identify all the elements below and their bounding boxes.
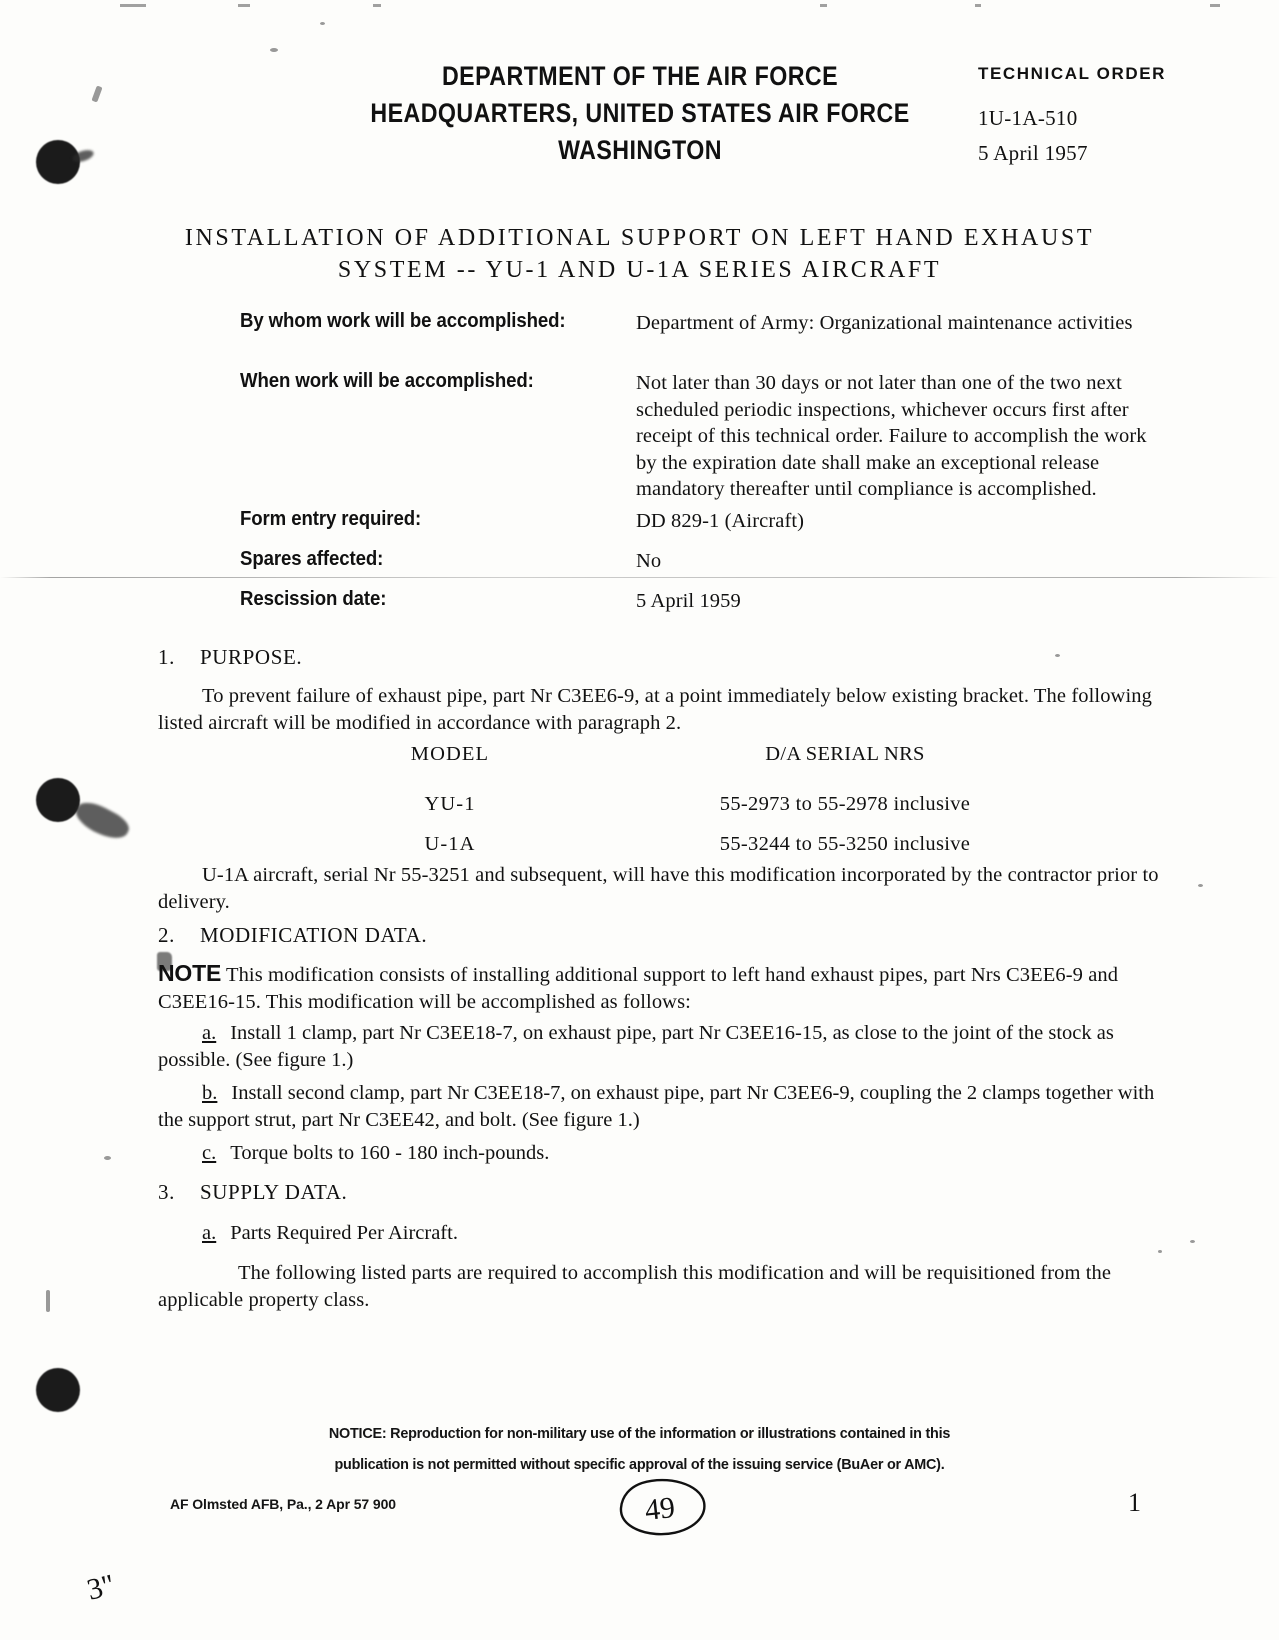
- technical-order-date: 5 April 1957: [978, 141, 1088, 165]
- item-text-supply-a: Parts Required Per Aircraft.: [230, 1222, 458, 1244]
- scan-speck: [1158, 1250, 1162, 1253]
- page-title-line-2: SYSTEM -- YU-1 AND U-1A SERIES AIRCRAFT: [337, 257, 942, 283]
- definition-label-spares: Spares affected:: [240, 548, 384, 570]
- item-marker-c: c.: [202, 1142, 217, 1164]
- svg-text:3": 3": [86, 1568, 119, 1607]
- purpose-paragraph: To prevent failure of exhaust pipe, part Nr C3EE6-9, at a point immediately below existing bracket. The following listed aircraft will be modified in accordance with paragraph 2.: [158, 685, 1152, 734]
- note-label: NOTE: [158, 960, 222, 986]
- supply-paragraph: The following listed parts are required to accomplish this modification and will be requisitioned from the applicable property class.: [158, 1262, 1112, 1311]
- scan-speck: [91, 85, 102, 102]
- item-text-c: Torque bolts to 160 - 180 inch-pounds.: [230, 1142, 550, 1164]
- definition-value-rescission: 5 April 1959: [636, 590, 741, 612]
- scan-speck: [320, 22, 325, 25]
- cell-serial-u1a: 55-3244 to 55-3250 inclusive: [719, 833, 971, 855]
- page-number: 1: [1128, 1488, 1141, 1517]
- technical-order-block: [978, 64, 1268, 171]
- item-text-b: Install second clamp, part Nr C3EE18-7, on exhaust pipe, part Nr C3EE6-9, coupling the 2 clamps together with the support strut, part Nr C3EE42, and bolt. (See figure 1.): [158, 1082, 1155, 1131]
- agency-line-2: HEADQUARTERS, UNITED STATES AIR FORCE: [370, 98, 910, 128]
- cell-model-yu1: YU-1: [424, 793, 476, 815]
- technical-order-number: 1U-1A-510: [978, 106, 1078, 130]
- column-header-model: MODEL: [410, 743, 490, 765]
- scan-speck: [104, 1156, 111, 1160]
- section-number-supply: 3.: [158, 1180, 175, 1204]
- item-marker-supply-a: a.: [202, 1222, 217, 1244]
- definition-value-spares: No: [636, 550, 662, 572]
- table-row: [0, 793, 1279, 833]
- agency-line-3: WASHINGTON: [558, 135, 722, 165]
- printer-imprint: AF Olmsted AFB, Pa., 2 Apr 57 900: [170, 1496, 396, 1512]
- cell-model-u1a: U-1A: [424, 833, 476, 855]
- section-title-modification: MODIFICATION DATA.: [200, 923, 428, 947]
- page-title: [0, 222, 1279, 286]
- scan-edge-marks: [120, 4, 1240, 14]
- scan-speck: [1198, 884, 1203, 887]
- binder-punch-hole: [36, 1368, 80, 1412]
- definition-label-when: When work will be accomplished:: [240, 370, 534, 392]
- table-header-row: [0, 743, 1279, 783]
- section-title-supply: SUPPLY DATA.: [200, 1180, 348, 1204]
- section-heading-supply: [158, 1180, 347, 1205]
- item-marker-b: b.: [202, 1082, 218, 1104]
- scan-speck: [270, 48, 278, 52]
- definition-label-rescission: Rescission date:: [240, 588, 387, 610]
- reproduction-notice: [0, 1418, 1279, 1480]
- modification-note: [158, 960, 1180, 1015]
- note-text: This modification consists of installing additional support to left hand exhaust pipes, part Nrs C3EE6-9 and C3EE16-15. This modification will be accomplished as follows:: [158, 964, 1119, 1013]
- notice-line-1: NOTICE: Reproduction for non-military use of the information or illustrations contained in this: [328, 1425, 951, 1442]
- section-number-modification: 2.: [158, 923, 175, 947]
- definition-label-form-entry: Form entry required:: [240, 508, 422, 530]
- item-marker-a: a.: [202, 1022, 217, 1044]
- column-header-serial: D/A SERIAL NRS: [765, 743, 925, 765]
- modification-item-a: [158, 1020, 1180, 1073]
- handwritten-margin-note: [86, 1560, 166, 1616]
- section-heading-purpose: [158, 645, 302, 670]
- definition-value-form-entry: DD 829-1 (Aircraft): [636, 510, 805, 532]
- scan-speck: [46, 1290, 50, 1312]
- modification-item-c: [158, 1140, 1180, 1167]
- cell-serial-yu1: 55-2973 to 55-2978 inclusive: [719, 793, 971, 815]
- definition-value-by-whom: Department of Army: Organizational maintenance activities: [636, 312, 1133, 334]
- scan-speck: [1190, 1240, 1195, 1243]
- technical-order-label: TECHNICAL ORDER: [978, 64, 1167, 83]
- aircraft-model-table: [0, 743, 1279, 873]
- section-title-purpose: PURPOSE.: [200, 645, 303, 669]
- section-heading-modification: [158, 923, 427, 948]
- notice-line-2: publication is not permitted without specific approval of the issuing service (BuAer or AMC).: [334, 1456, 945, 1473]
- binder-punch-hole: [36, 140, 80, 184]
- item-text-a: Install 1 clamp, part Nr C3EE18-7, on exhaust pipe, part Nr C3EE16-15, as close to the joint of the stock as possible. (See figure 1.): [158, 1022, 1114, 1071]
- page-fold-line: [0, 577, 1279, 578]
- purpose-followup-paragraph: U-1A aircraft, serial Nr 55-3251 and subsequent, will have this modification incorporated by the contractor prior to delivery.: [158, 864, 1159, 913]
- agency-line-1: DEPARTMENT OF THE AIR FORCE: [441, 61, 839, 91]
- modification-item-b: [158, 1080, 1180, 1133]
- handwritten-stamp-49: [612, 1478, 716, 1536]
- page-title-line-1: INSTALLATION OF ADDITIONAL SUPPORT ON LEFT HAND EXHAUST: [184, 225, 1095, 251]
- definition-value-when: Not later than 30 days or not later than one of the two next scheduled periodic inspections, whichever occurs first after receipt of this technical order. Failure to accomplish the work by the expiration date shall make an exceptional release mandatory thereafter until compliance is accomplished.: [636, 372, 1147, 500]
- supply-item-a: [158, 1220, 1180, 1247]
- section-number-purpose: 1.: [158, 645, 175, 669]
- scan-speck: [1055, 654, 1060, 657]
- definition-label-by-whom: By whom work will be accomplished:: [240, 310, 566, 332]
- issuing-agency-block: [300, 58, 980, 169]
- svg-text:49: 49: [643, 1491, 677, 1527]
